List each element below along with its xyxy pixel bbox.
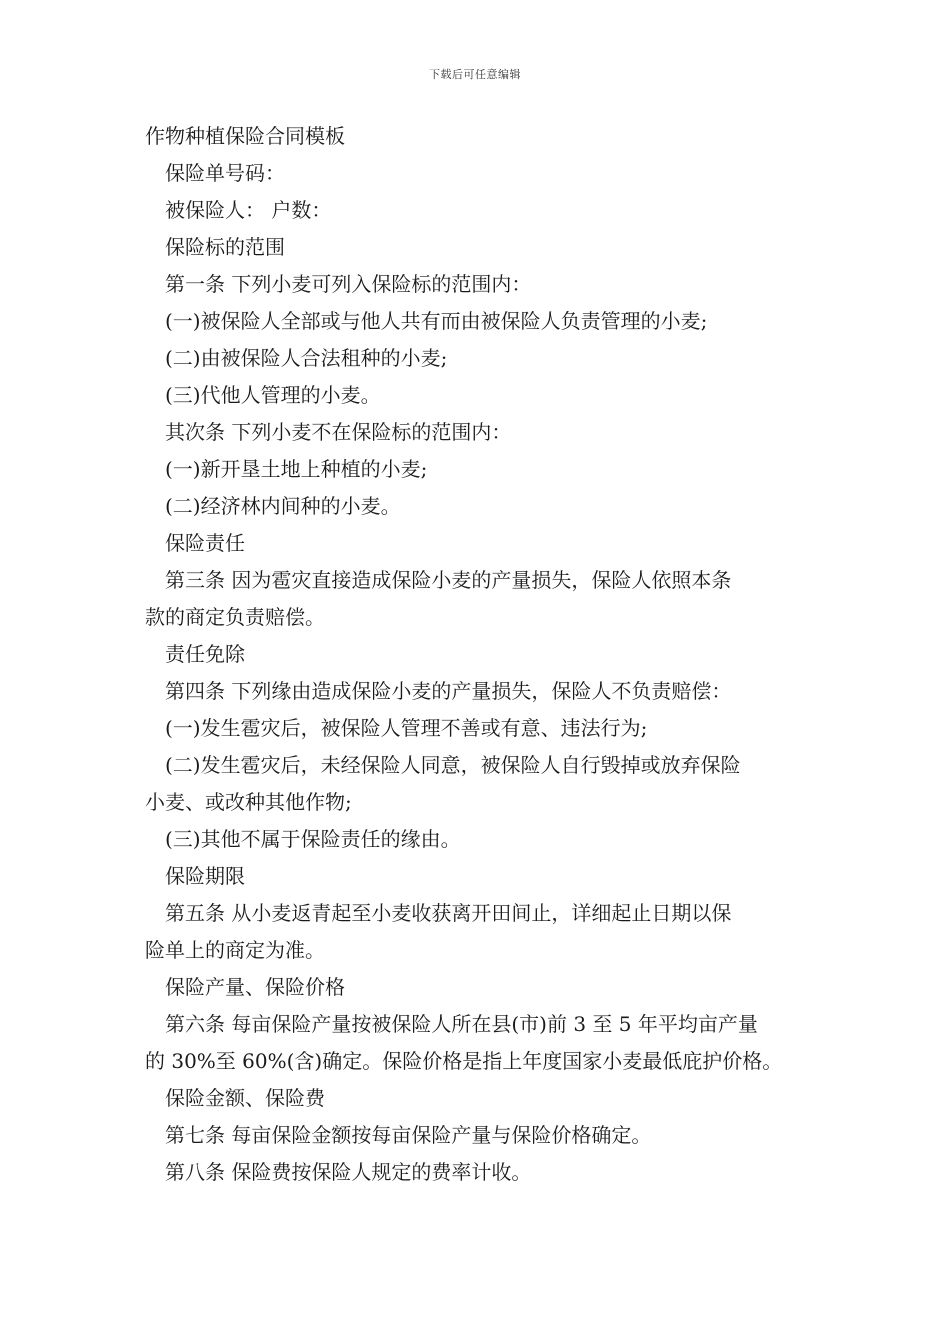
insured-line: 被保险人： 户数：	[165, 198, 332, 222]
document-title: 作物种植保险合同模板	[145, 124, 345, 148]
article-4-item-2-line-2: 小麦、或改种其他作物;	[145, 790, 352, 814]
article-3-line-2: 款的商定负责赔偿。	[145, 605, 325, 629]
article-1-item-3: (三)代他人管理的小麦。	[165, 383, 381, 407]
article-1-item-1: (一)被保险人全部或与他人共有而由被保险人负责管理的小麦;	[165, 309, 708, 333]
article-2-item-1: (一)新开垦土地上种植的小麦;	[165, 457, 428, 481]
article-6-line-2: 的 30%至 60%(含)确定。保险价格是指上年度国家小麦最低庇护价格。	[145, 1049, 783, 1073]
article-3-line-1: 第三条 因为雹灾直接造成保险小麦的产量损失，保险人依照本条	[165, 568, 732, 592]
document-body	[145, 118, 815, 1191]
article-4: 第四条 下列缘由造成保险小麦的产量损失，保险人不负责赔偿：	[165, 679, 732, 703]
article-1: 第一条 下列小麦可列入保险标的范围内：	[165, 272, 532, 296]
section-period-heading: 保险期限	[165, 864, 245, 888]
section-scope-heading: 保险标的范围	[165, 235, 285, 259]
article-6-line-1: 第六条 每亩保险产量按被保险人所在县(市)前 3 至 5 年平均亩产量	[165, 1012, 758, 1036]
article-8: 第八条 保险费按保险人规定的费率计收。	[165, 1160, 532, 1184]
article-4-item-1: (一)发生雹灾后，被保险人管理不善或有意、违法行为;	[165, 716, 648, 740]
section-liability-heading: 保险责任	[165, 531, 245, 555]
header-note: 下载后可任意编辑	[429, 68, 521, 81]
article-2: 其次条 下列小麦不在保险标的范围内：	[165, 420, 512, 444]
article-4-item-2-line-1: (二)发生雹灾后，未经保险人同意，被保险人自行毁掉或放弃保险	[165, 753, 741, 777]
section-exemption-heading: 责任免除	[165, 642, 245, 666]
section-amount-fee-heading: 保险金额、保险费	[165, 1086, 325, 1110]
article-7: 第七条 每亩保险金额按每亩保险产量与保险价格确定。	[165, 1123, 652, 1147]
article-4-item-3: (三)其他不属于保险责任的缘由。	[165, 827, 461, 851]
policy-number-line: 保险单号码：	[165, 161, 285, 185]
article-2-item-2: (二)经济林内间种的小麦。	[165, 494, 401, 518]
section-yield-price-heading: 保险产量、保险价格	[165, 975, 345, 999]
article-5-line-1: 第五条 从小麦返青起至小麦收获离开田间止，详细起止日期以保	[165, 901, 732, 925]
article-5-line-2: 险单上的商定为准。	[145, 938, 325, 962]
article-1-item-2: (二)由被保险人合法租种的小麦;	[165, 346, 448, 370]
